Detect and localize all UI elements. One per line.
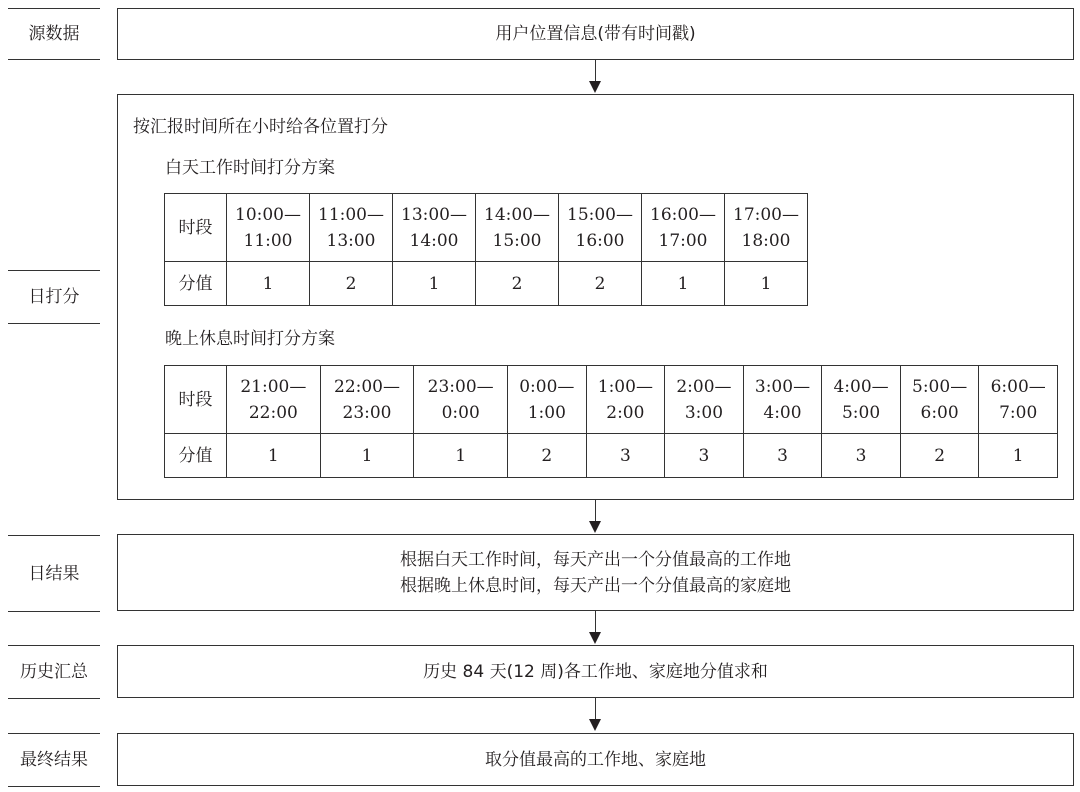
history-sum-box	[117, 645, 1074, 698]
period-cell: 14:00— 15:00	[476, 194, 559, 262]
score-cell: 1	[227, 262, 310, 306]
period-row-label: 时段	[165, 194, 227, 262]
stage-label-source: 源数据	[28, 24, 80, 44]
daily-result-line-1: 根据白天工作时间，每天产出一个分值最高的工作地	[400, 550, 791, 570]
score-cell: 1	[227, 434, 321, 478]
period-cell: 17:00— 18:00	[725, 194, 808, 262]
score-cell: 3	[743, 434, 822, 478]
score-cell: 1	[320, 434, 414, 478]
period-cell: 3:00— 4:00	[743, 366, 822, 434]
period-cell: 23:00— 0:00	[414, 366, 508, 434]
score-row-label: 分值	[165, 262, 227, 306]
period-cell: 10:00— 11:00	[227, 194, 310, 262]
period-cell: 16:00— 17:00	[642, 194, 725, 262]
score-cell: 1	[725, 262, 808, 306]
stage-divider	[8, 611, 100, 612]
daily-result-line-2: 根据晚上休息时间，每天产出一个分值最高的家庭地	[400, 576, 791, 596]
score-cell: 1	[979, 434, 1058, 478]
score-cell: 2	[310, 262, 393, 306]
period-cell: 13:00— 14:00	[393, 194, 476, 262]
score-cell: 1	[393, 262, 476, 306]
final-result-box	[117, 733, 1074, 786]
scoring-box-title: 按汇报时间所在小时给各位置打分	[133, 117, 388, 137]
flow-arrow-line	[595, 611, 596, 633]
period-row	[165, 194, 808, 262]
period-cell: 5:00— 6:00	[900, 366, 979, 434]
flow-arrow-line	[595, 60, 596, 82]
flow-arrow-head	[589, 632, 601, 644]
score-row	[165, 434, 1058, 478]
period-row	[165, 366, 1058, 434]
flow-arrow-line	[595, 500, 596, 522]
period-cell: 21:00— 22:00	[227, 366, 321, 434]
day-scoring-table	[164, 193, 808, 306]
stage-divider	[8, 698, 100, 699]
stage-divider	[8, 535, 100, 536]
stage-divider	[8, 59, 100, 60]
score-cell: 3	[822, 434, 901, 478]
period-row-label: 时段	[165, 366, 227, 434]
flow-arrow-head	[589, 81, 601, 93]
period-cell: 6:00— 7:00	[979, 366, 1058, 434]
score-cell: 3	[665, 434, 744, 478]
flow-arrow-line	[595, 698, 596, 720]
score-cell: 2	[476, 262, 559, 306]
score-cell: 2	[508, 434, 587, 478]
stage-divider	[8, 270, 100, 271]
daily-result-box	[117, 534, 1074, 611]
period-cell: 15:00— 16:00	[559, 194, 642, 262]
score-cell: 2	[559, 262, 642, 306]
stage-label-daily-result: 日结果	[28, 564, 80, 584]
stage-divider	[8, 786, 100, 787]
stage-divider	[8, 323, 100, 324]
score-cell: 1	[642, 262, 725, 306]
stage-label-final: 最终结果	[20, 750, 88, 770]
score-cell: 3	[586, 434, 665, 478]
stage-divider	[8, 645, 100, 646]
period-cell: 22:00— 23:00	[320, 366, 414, 434]
score-cell: 1	[414, 434, 508, 478]
source-data-box	[117, 8, 1074, 60]
score-cell: 2	[900, 434, 979, 478]
source-data-text: 用户位置信息(带有时间戳)	[495, 24, 696, 44]
period-cell: 2:00— 3:00	[665, 366, 744, 434]
history-sum-text: 历史 84 天(12 周)各工作地、家庭地分值求和	[423, 662, 768, 682]
night-scheme-heading: 晚上休息时间打分方案	[165, 329, 335, 349]
period-cell: 4:00— 5:00	[822, 366, 901, 434]
final-result-text: 取分值最高的工作地、家庭地	[485, 750, 706, 770]
stage-label-daily-scoring: 日打分	[28, 287, 80, 307]
score-row	[165, 262, 808, 306]
stage-divider	[8, 733, 100, 734]
score-row-label: 分值	[165, 434, 227, 478]
period-cell: 0:00— 1:00	[508, 366, 587, 434]
stage-divider	[8, 8, 100, 9]
flow-arrow-head	[589, 521, 601, 533]
period-cell: 11:00— 13:00	[310, 194, 393, 262]
night-scoring-table	[164, 365, 1058, 478]
stage-label-history: 历史汇总	[20, 662, 88, 682]
flow-arrow-head	[589, 719, 601, 731]
day-scheme-heading: 白天工作时间打分方案	[165, 158, 335, 178]
period-cell: 1:00— 2:00	[586, 366, 665, 434]
